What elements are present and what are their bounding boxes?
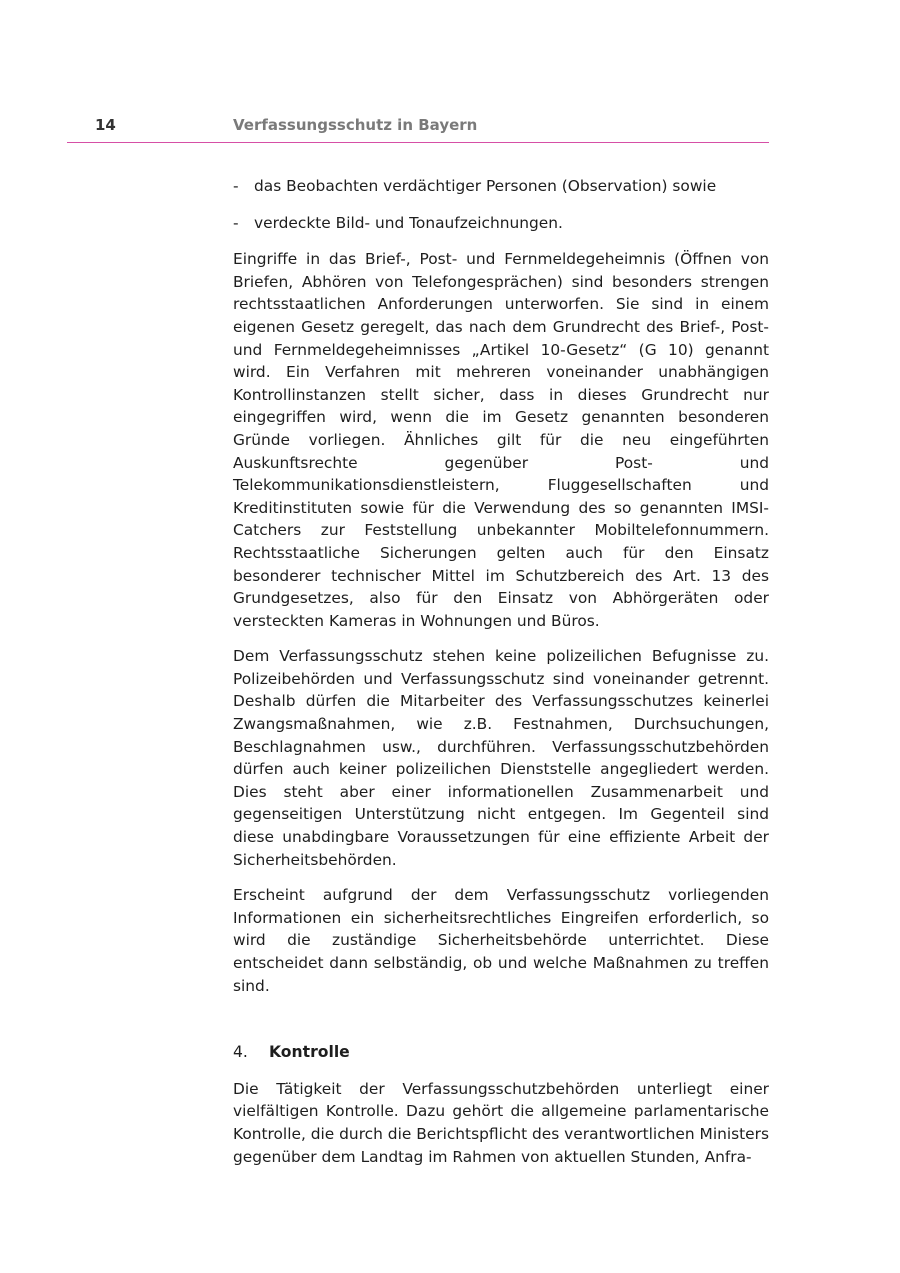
list-item [233, 212, 769, 235]
paragraph-security-intervention: Erscheint aufgrund der dem Verfassungsschutz vorliegenden Informationen ein sicherheitsrechtliches Eingreifen erforderlich, so wird die zuständige Sicherheitsbehörde unterrichtet. Diese entscheidet dann selbständig, ob und welche Maßnahmen zu treffen sind. [233, 886, 769, 995]
paragraph-police-separation: Dem Verfassungsschutz stehen keine polizeilichen Befugnisse zu. Polizeibehörden und Verfassungsschutz sind voneinander getrennt. Deshalb dürfen die Mitarbeiter des Verfassungsschutzes keinerlei Zwangsmaßnahmen, wie z.B. Festnahmen, Durchsuchungen, Beschlagnahmen usw., durchführen. Verfassungsschutzbehörden dürfen auch keiner polizeilichen Dienststelle angegliedert werden. Dies steht aber einer informationellen Zusammenarbeit und gegenseitigen Unterstützung nicht entgegen. Im Gegenteil sind diese unabdingbare Voraussetzungen für eine effiziente Arbeit der Sicherheitsbehörden. [233, 647, 769, 869]
paragraph-control: Die Tätigkeit der Verfassungsschutzbehörden unterliegt einer vielfältigen Kontrolle. Dazu gehört die allgemeine parlamentarische Kontrolle, die durch die Berichtspflicht des verantwortlichen Ministers gegenüber dem Landtag im Rahmen von aktuellen Stunden, Anfra- [233, 1079, 769, 1166]
section-title: Kontrolle [269, 1043, 350, 1062]
list-item [233, 175, 769, 198]
page-content [233, 175, 769, 1181]
page-header [67, 112, 769, 143]
section-heading [233, 1041, 769, 1064]
running-title: Verfassungsschutz in Bayern [233, 116, 478, 134]
section-number: 4. [233, 1043, 248, 1062]
page-number: 14 [95, 116, 116, 134]
list-marker: - [233, 213, 239, 232]
list-item-text: das Beobachten verdächtiger Personen (Observation) sowie [254, 177, 717, 195]
list-marker: - [233, 177, 239, 195]
list-item-text: verdeckte Bild- und Tonaufzeichnungen. [254, 213, 563, 232]
paragraph-g10: Eingriffe in das Brief-, Post- und Fernmeldegeheimnis (Öffnen von Briefen, Abhören von Telefongesprächen) sind besonders strengen rechtsstaatlichen Anforderungen unterworfen. Sie sind in einem eigenen Gesetz geregelt, das nach dem Grundrecht des Brief-, Post- und Fernmeldegeheimnisses „Artikel 10-Gesetz“ (G 10) genannt wird. Ein Verfahren mit mehreren voneinander unabhängigen Kontrollinstanzen stellt sicher, dass in dieses Grundrecht nur eingegriffen wird, wenn die im Gesetz genannten besonderen Gründe vorliegen. Ähnliches gilt für die neu eingeführten Auskunftsrechte gegenüber Post- und Telekommunikationsdienstleistern, Fluggesellschaften und Kreditinstituten sowie für die Verwendung des so genannten IMSI-Catchers zur Feststellung unbekannter Mobiltelefonnummern. Rechtsstaatliche Sicherungen gelten auch für den Einsatz besonderer technischer Mittel im Schutzbereich des Art. 13 des Grundgesetzes, also für den Einsatz von Abhörgeräten oder versteckten Kameras in Wohnungen und Büros. [233, 250, 769, 630]
